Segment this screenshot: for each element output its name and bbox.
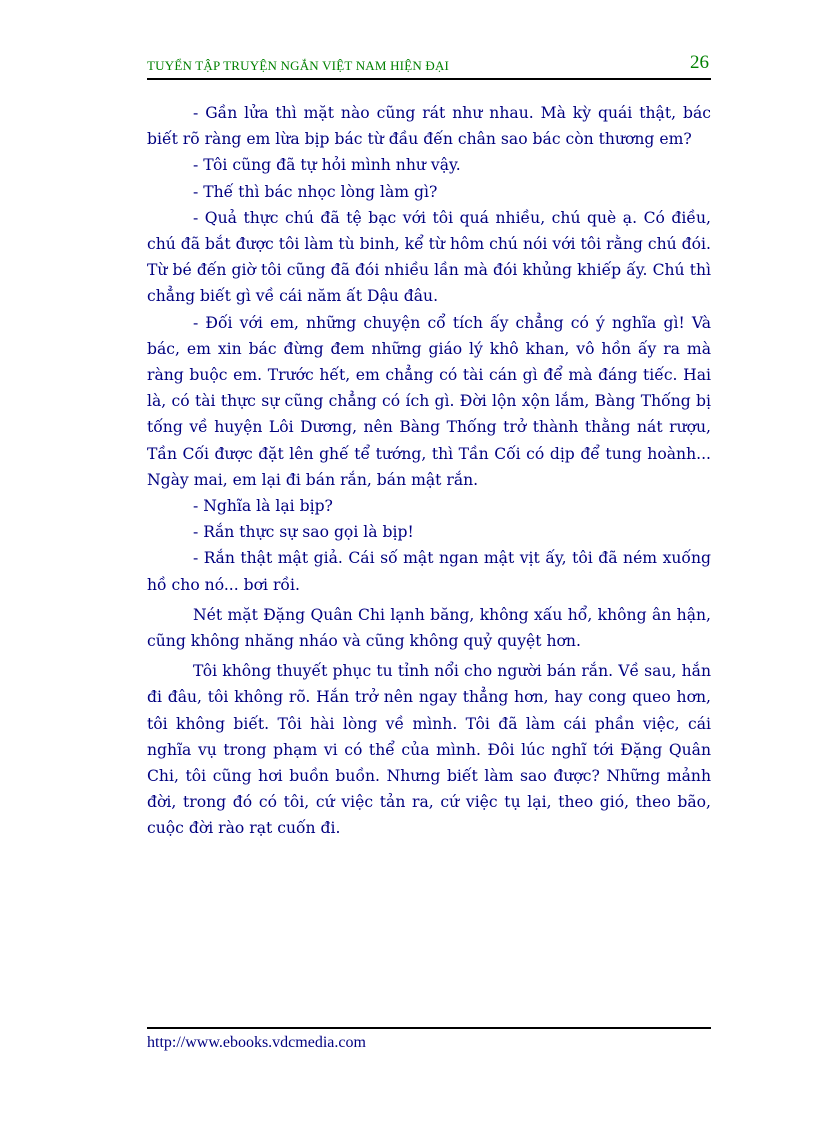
paragraph: - Rắn thật mật giả. Cái số mật ngan mật vịt ấy, tôi đã ném xuống hồ cho nó... bơi rồi. bbox=[147, 549, 711, 594]
paragraph: - Đối với em, những chuyện cổ tích ấy chẳng có ý nghĩa gì! Và bác, em xin bác đừng đem những giáo lý khô khan, vô hồn ấy ra mà ràng buộc em. Trước hết, em chẳng có tài cán gì để mà đáng tiếc. Hai là, có tài thực sự cũng chẳng có ích gì. Đời lộn xộn lắm, Bàng Thống bị tống về huyện Lôi Dương, nên Bàng Thống trở thành thằng nát rượu, Tần Cối được đặt lên ghế tể tướng, thì Tần Cối có dịp để tung hoành... Ngày mai, em lại đi bán rắn, bán mật rắn. bbox=[147, 313, 711, 489]
paragraph: - Rắn thực sự sao gọi là bịp! bbox=[193, 523, 414, 542]
paragraph: - Nghĩa là lại bịp? bbox=[193, 497, 333, 516]
book-title: TUYỂN TẬP TRUYỆN NGẮN VIỆT NAM HIỆN ĐẠI bbox=[147, 58, 450, 73]
paragraph: - Gần lửa thì mặt nào cũng rát như nhau. Mà kỳ quái thật, bác biết rõ ràng em lừa bịp bác từ đầu đến chân sao bác còn thương em? bbox=[147, 104, 711, 149]
paragraph: Nét mặt Đặng Quân Chi lạnh băng, không xấu hổ, không ân hận, cũng không nhăng nháo và cũng không quỷ quyệt hơn. bbox=[147, 605, 711, 651]
footer-link[interactable]: http://www.ebooks.vdcmedia.com bbox=[147, 1034, 366, 1051]
story-text bbox=[147, 100, 711, 842]
paragraph: - Thế thì bác nhọc lòng làm gì? bbox=[193, 182, 438, 201]
page-header bbox=[147, 52, 711, 80]
paragraph: Tôi không thuyết phục tu tỉnh nổi cho người bán rắn. Về sau, hắn đi đâu, tôi không rõ. Hắn trở nên ngay thẳng hơn, hay cong queo hơn, tôi không biết. Tôi hài lòng về mình. Tôi đã làm cái phần việc, cái nghĩa vụ trong phạm vi có thể của mình. Đôi lúc nghĩ tới Đặng Quân Chi, tôi cũng hơi buồn buồn. Nhưng biết làm sao được? Những mảnh đời, trong đó có tôi, cứ việc tản ra, cứ việc tụ lại, theo gió, theo bão, cuộc đời rào rạt cuốn đi. bbox=[147, 662, 711, 838]
paragraph: - Tôi cũng đã tự hỏi mình như vậy. bbox=[193, 156, 461, 175]
page-number: 26 bbox=[690, 52, 709, 73]
paragraph: - Quả thực chú đã tệ bạc với tôi quá nhiều, chú què ạ. Có điều, chú đã bắt được tôi làm tù binh, kể từ hôm chú nói với tôi rằng chú đói. Từ bé đến giờ tôi cũng đã đói nhiều lần mà đói khủng khiếp ấy. Chú thì chẳng biết gì về cái năm ất Dậu đâu. bbox=[147, 208, 711, 306]
footer-divider bbox=[147, 1027, 711, 1029]
